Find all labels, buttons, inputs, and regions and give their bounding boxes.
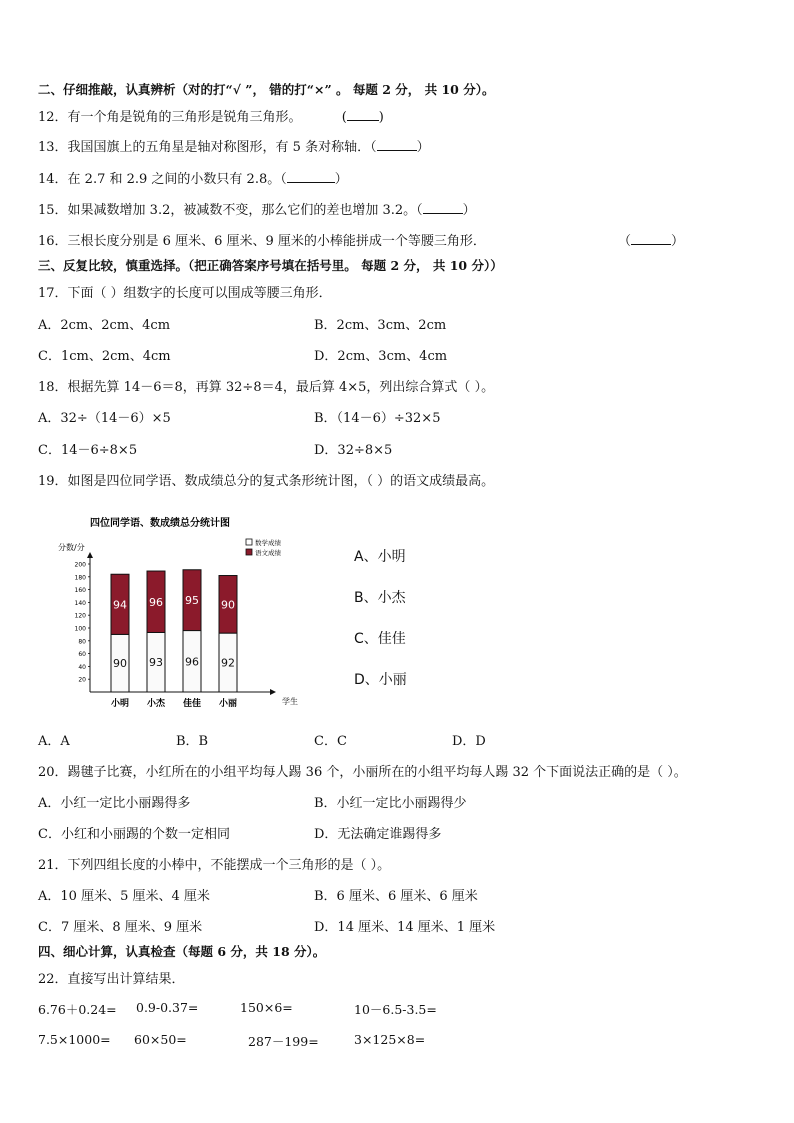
q21-option-a[interactable]: A．10 厘米、5 厘米、4 厘米	[38, 889, 210, 904]
y-tick-label: 200	[74, 561, 86, 569]
x-axis-arrow	[270, 689, 276, 695]
y-tick-label: 40	[78, 663, 86, 671]
calc-item: 0.9-0.37=	[136, 1000, 199, 1015]
q17-option-c[interactable]: C．1cm、2cm、4cm	[38, 349, 171, 364]
question-16	[38, 230, 486, 249]
x-tick-label: 小明	[110, 699, 130, 709]
q19-option-d[interactable]: D．D	[452, 734, 486, 749]
chart-legend	[246, 538, 282, 557]
y-tick-label: 120	[74, 612, 86, 620]
question-17-stem: 17．下面（ ）组数字的长度可以围成等腰三角形．	[38, 286, 332, 301]
y-tick-label: 60	[78, 651, 86, 659]
bar-data-label: 94	[113, 598, 127, 612]
bar-data-label: 90	[221, 598, 235, 612]
bar-data-label: 96	[185, 655, 199, 669]
q20-option-b[interactable]: B．小红一定比小丽踢得少	[314, 796, 467, 811]
chart-marks	[111, 570, 237, 709]
question-14: 14．在 2.7 和 2.9 之间的小数只有 2.8。（ ）	[38, 172, 348, 187]
legend-label: 语文成绩	[255, 549, 281, 557]
question-13: 13．我国国旗上的五角星是轴对称图形，有 5 条对称轴．（ ）	[38, 140, 430, 155]
y-tick-label: 160	[74, 587, 86, 595]
question-20-stem: 20．踢毽子比赛，小红所在的小组平均每人踢 36 个，小丽所在的小组平均每人踢 32 个下面说法正确的是（ ）。	[38, 765, 687, 780]
q19-option-b[interactable]: B．B	[176, 734, 209, 749]
q18-option-b[interactable]: B．（14－6）÷32×5	[314, 411, 441, 426]
bar-data-label: 96	[149, 595, 163, 609]
question-15: 15．如果减数增加 3.2，被减数不变，那么它们的差也增加 3.2。（ ）	[38, 203, 476, 218]
question-21-stem: 21．下列四组长度的小棒中，不能摆成一个三角形的是（ ）。	[38, 858, 391, 873]
calc-item: 6.76＋0.24=	[38, 1002, 117, 1017]
chart-choice-d: D、小丽	[354, 672, 407, 688]
q19-option-c[interactable]: C．C	[314, 734, 347, 749]
question-13-text: 13．我国国旗上的五角星是轴对称图形，有 5 条对称轴．	[38, 140, 371, 155]
q18-option-a[interactable]: A．32÷（14－6）×5	[38, 411, 171, 426]
bar-data-label: 95	[185, 594, 199, 608]
chart-y-label: 分数/分	[58, 543, 85, 552]
chart-x-label: 学生	[282, 697, 298, 706]
answer-blank-13[interactable]	[377, 138, 417, 151]
question-12: 12．有一个角是锐角的三角形是锐角三角形。 ( )	[38, 110, 384, 125]
q20-option-a[interactable]: A．小红一定比小丽踢得多	[38, 796, 191, 811]
y-tick-label: 100	[74, 625, 86, 633]
q17-option-d[interactable]: D．2cm、3cm、4cm	[314, 349, 448, 364]
question-18-stem: 18．根据先算 14－6＝8，再算 32÷8＝4，最后算 4×5，列出综合算式（ ）。	[38, 380, 495, 395]
section-2-heading: 二、仔细推敲，认真辨析（对的打“√ ”， 错的打“×” 。 每题 2 分， 共 10 分）。	[38, 82, 495, 97]
q17-option-b[interactable]: B．2cm、3cm、2cm	[314, 318, 447, 333]
answer-blank-15[interactable]	[423, 201, 463, 214]
x-tick-label: 佳佳	[182, 699, 202, 709]
chart-choice-c: C、佳佳	[354, 631, 406, 647]
chart-choice-b: B、小杰	[354, 590, 406, 606]
q21-option-c[interactable]: C．7 厘米、8 厘米、9 厘米	[38, 920, 203, 935]
x-tick-label: 小丽	[218, 699, 238, 709]
calc-item: 10－6.5-3.5=	[354, 1002, 437, 1017]
chart-choice-a: A、小明	[354, 549, 406, 565]
q18-option-d[interactable]: D．32÷8×5	[314, 443, 393, 458]
legend-swatch	[246, 539, 252, 545]
q19-option-a[interactable]: A．A	[38, 734, 70, 749]
calc-item: 287－199=	[248, 1034, 319, 1049]
legend-label: 数学成绩	[255, 539, 281, 547]
y-tick-label: 20	[78, 676, 86, 684]
calc-item: 150×6=	[240, 1000, 293, 1015]
question-16-text: 16．三根长度分别是 6 厘米、6 厘米、9 厘米的小棒能拼成一个等腰三角形．	[38, 234, 486, 249]
chart-title: 四位同学语、数成绩总分统计图	[90, 518, 230, 529]
q21-option-b[interactable]: B．6 厘米、6 厘米、6 厘米	[314, 889, 478, 904]
y-axis-arrow	[87, 552, 93, 558]
x-tick-label: 小杰	[146, 699, 166, 709]
calc-item: 3×125×8=	[354, 1032, 426, 1047]
calc-item: 7.5×1000=	[38, 1032, 111, 1047]
question-19-stem: 19．如图是四位同学语、数成绩总分的复式条形统计图，（ ）的语文成绩最高。	[38, 474, 495, 489]
section-4-heading: 四、细心计算，认真检查（每题 6 分，共 18 分）。	[38, 944, 326, 959]
y-tick-label: 140	[74, 599, 86, 607]
answer-blank-12[interactable]	[347, 108, 379, 121]
y-tick-label: 180	[74, 574, 86, 582]
q17-option-a[interactable]: A．2cm、2cm、4cm	[38, 318, 171, 333]
q20-option-c[interactable]: C．小红和小丽踢的个数一定相同	[38, 827, 230, 842]
section-3-heading: 三、反复比较，慎重选择。（把正确答案序号填在括号里。 每题 2 分， 共 10 分））	[38, 258, 503, 273]
q18-option-c[interactable]: C．14－6÷8×5	[38, 443, 138, 458]
bar-data-label: 92	[221, 656, 235, 670]
question-15-text: 15．如果减数增加 3.2，被减数不变，那么它们的差也增加 3.2。	[38, 203, 417, 218]
legend-swatch	[246, 549, 252, 555]
q20-option-d[interactable]: D．无法确定谁踢得多	[314, 827, 442, 842]
bar-data-label: 93	[149, 656, 163, 670]
y-tick-label: 80	[78, 638, 86, 646]
calc-item: 60×50=	[134, 1032, 187, 1047]
answer-blank-16[interactable]	[631, 232, 671, 245]
question-14-text: 14．在 2.7 和 2.9 之间的小数只有 2.8。	[38, 172, 281, 187]
question-22-stem: 22．直接写出计算结果．	[38, 972, 185, 987]
stacked-bar-chart	[58, 512, 298, 712]
bar-data-label: 90	[113, 657, 127, 671]
chart-axes	[75, 552, 276, 695]
answer-16: （ ）	[618, 234, 685, 249]
answer-blank-14[interactable]	[287, 170, 335, 183]
q21-option-d[interactable]: D．14 厘米、14 厘米、1 厘米	[314, 920, 496, 935]
question-12-text: 12．有一个角是锐角的三角形是锐角三角形。	[38, 110, 302, 125]
